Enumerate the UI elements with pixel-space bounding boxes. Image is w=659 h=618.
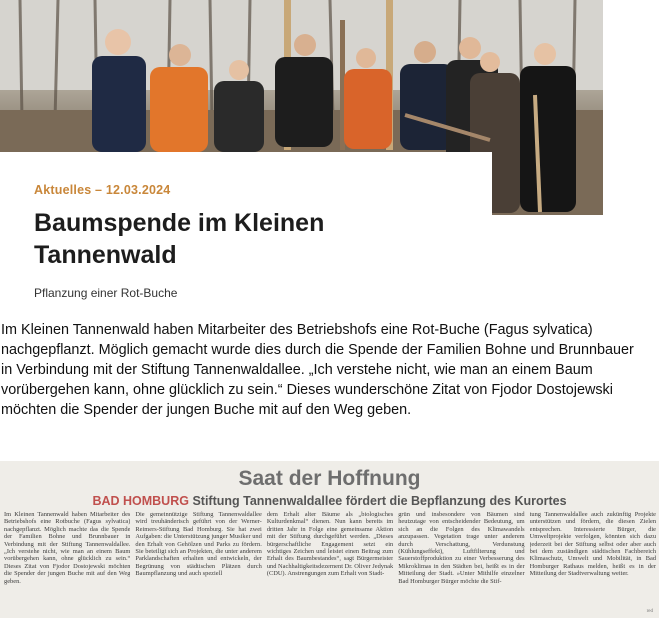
clipping-place: BAD HOMBURG xyxy=(92,494,189,508)
clipping-column-2: Die gemeinnützige Stiftung Tannenwaldallee wird treuhänderisch geführt von der Werner-Reimers-Stiftung Bad Homburg. Sie hat zwei Aufgaben: die Unterstützung junger Musiker und den Erhalt von Gehölzen und Parks zu fördern. Sie beteiligt sich an Projekten, die unter anderem Parklandschaften erhalten und entwickeln, der Begrünung von städtischen Plätzen durch Baumpflanzung und auch speziell xyxy=(135,511,262,578)
headline-card xyxy=(0,152,492,318)
clipping-column-1: Im Kleinen Tannenwald haben Mitarbeiter des Betriebshofs eine Rotbuche (Fagus sylvatica) nachgepflanzt. Möglich machte das die Spende der Familien Bohne und Brunnbauer in Verbindung mit der Stiftung Tannenwaldallee. „Ich verstehe nicht, wie man an einem Baum vorübergehen kann, ohne glücklich zu sein.“ Dieses Zitat von Fjodor Dostojewski möchten die Spender der jungen Buche mit auf den Weg geben. xyxy=(4,511,131,585)
clipping-columns xyxy=(4,511,656,617)
article-body: Im Kleinen Tannenwald haben Mitarbeiter des Betriebshofs eine Rot-Buche (Fagus sylvatica) nachgepflanzt. Möglich gemacht wurde dies durch die Spende der Familien Bohne und Brunnbauer in Verbindung mit der Stiftung Tannenwaldallee. „Ich verstehe nicht, wie man an einem Baum vorübergehen kann, ohne glücklich zu sein.“ Dieses wunderschöne Zitat von Fjodor Dostojewski möchten die Spender der jungen Buche mit auf den Weg geben. xyxy=(1,322,634,418)
newspaper-clipping xyxy=(0,461,659,618)
clipping-column-5: tung Tannenwaldallee auch zukünftig Projekte unterstützen und fördern, die diesen Zielen entsprechen. Interessierte Bürger, die Umweltprojekte verfolgen, könnten sich dazu jederzeit bei der Stiftung selbst oder aber auch bei dem zuständigen städtischen Fachbereich Klimaschutz, Umwelt und Mobilität, in Bad Homburger Rathaus melden, heißt es in der Mitteilung der Stadtverwaltung weiter. xyxy=(529,511,657,578)
article-headline: Baumspende im Kleinen Tannenwald xyxy=(34,209,325,269)
category-date: Aktuelles – 12.03.2024 xyxy=(34,183,171,197)
clipping-title: Saat der Hoffnung xyxy=(238,467,421,490)
clipping-column-4: grün und insbesondere von Bäumen sind heutzutage von entscheidender Bedeutung, um sich an die Folgen des Klimawandels anzupassen. Vegetation trage unter anderem durch Verschattung, Verdunstung (Kühlungseffekt), Luftfilterung und Sauerstoffproduktion zu einer Verbesserung des Mikroklimas in den Städten bei, heißt es in der Mitteilung der Stadt. »Unter Mithilfe einzelner Bad Homburger Bürger möchte die Stif- xyxy=(398,511,525,585)
article-subline: Pflanzung einer Rot-Buche xyxy=(34,286,178,300)
clipping-subtitle xyxy=(0,494,659,508)
clipping-column-3: dem Erhalt alter Bäume als „biologisches Kulturdenkmal“ dienen. Nun kann bereits im dritten Jahr in Folge eine gemeinsame Aktion mit der Stiftung durchgeführt werden. „Dieses bürgerschaftliche Engagement setzt ein wichtiges Zeichen und leistet einen Beitrag zum Erhalt des Baumbestandes“, sagt Bürgermeister und Nachhaltigkeitsdezernent Dr. Oliver Jedynak (CDU). Anstrengungen zum Erhalt von Stadt- xyxy=(266,511,394,578)
clipping-subtitle-text: Stiftung Tannenwaldallee fördert die Bepflanzung des Kurortes xyxy=(192,494,567,508)
clipping-page-mark: red xyxy=(646,609,653,614)
